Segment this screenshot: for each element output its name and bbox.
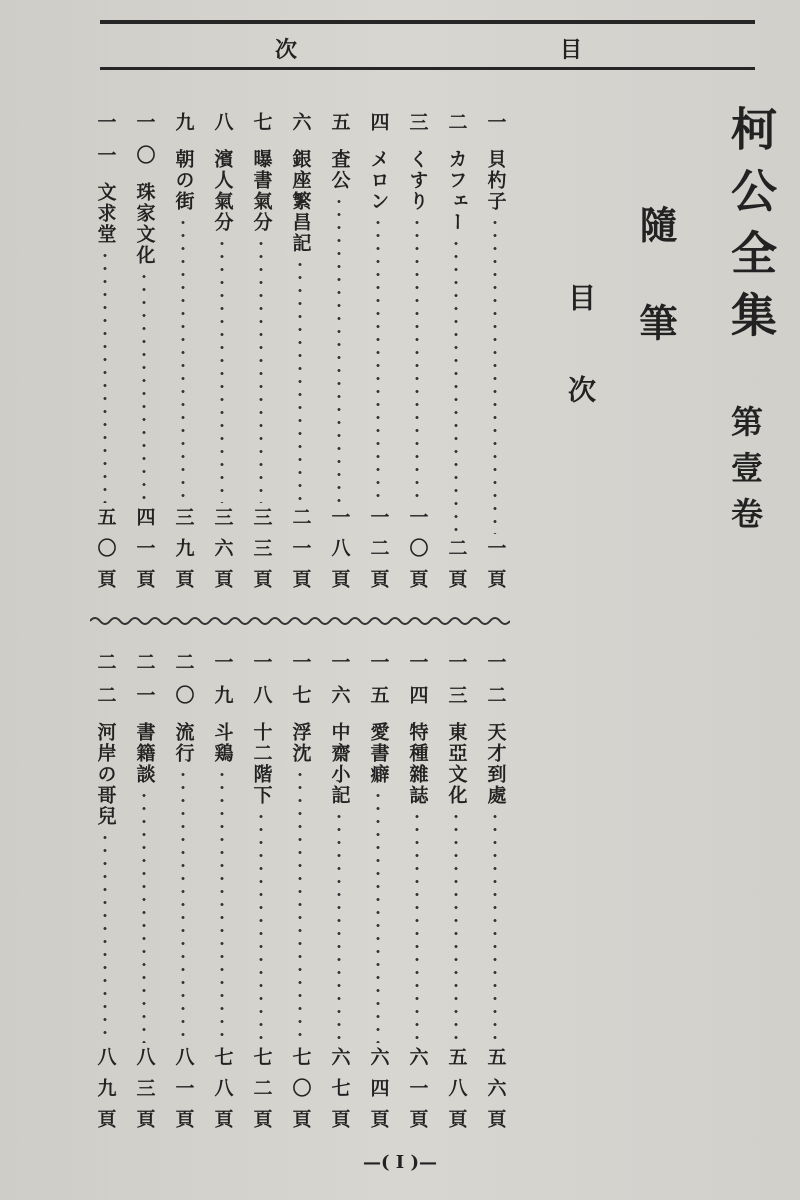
entry-title: 十二階下 xyxy=(250,722,273,806)
leader-dots xyxy=(181,216,185,503)
entry-number: 一七 xyxy=(289,652,312,718)
entry-title: 貝杓子 xyxy=(484,149,507,212)
toc-entry xyxy=(90,112,120,600)
page-number: —( I )— xyxy=(363,1152,437,1173)
toc-entry xyxy=(402,112,432,600)
entry-page: 六七頁 xyxy=(328,1047,351,1140)
leader-dots xyxy=(142,789,146,1043)
entry-number: 三 xyxy=(406,112,429,145)
entry-title: 文求堂 xyxy=(94,182,117,245)
entry-page: 一頁 xyxy=(484,538,507,600)
entry-number: 五 xyxy=(328,112,351,145)
entry-number: 一 xyxy=(484,112,507,145)
toc-entry xyxy=(363,112,393,600)
toc-entry xyxy=(324,112,354,600)
entry-title: 曝書氣分 xyxy=(250,149,273,233)
toc-entry xyxy=(480,652,510,1140)
contents-label: 目次 xyxy=(564,283,597,467)
leader-dots xyxy=(259,237,263,503)
entry-page: 一八頁 xyxy=(328,507,351,600)
header-bottom-rule xyxy=(100,67,755,70)
entry-title: 河岸の哥兒 xyxy=(94,722,117,827)
entry-number: 九 xyxy=(172,112,195,145)
category-label: 隨筆 xyxy=(633,205,678,401)
entry-number: 一一 xyxy=(94,112,117,178)
leader-dots xyxy=(103,249,107,503)
entry-title: 濱人氣分 xyxy=(211,149,234,233)
toc-entry xyxy=(168,112,198,600)
entry-page: 五八頁 xyxy=(445,1047,468,1140)
toc-entry xyxy=(90,652,120,1140)
toc-entry xyxy=(402,652,432,1140)
header-top-rule xyxy=(100,20,755,24)
entry-title: 斗鶏 xyxy=(211,722,234,764)
entry-number: 八 xyxy=(211,112,234,145)
header-right-char: 目 xyxy=(560,37,583,63)
toc-entry xyxy=(285,112,315,600)
leader-dots xyxy=(181,768,185,1043)
entry-page: 八九頁 xyxy=(94,1047,117,1140)
leader-dots xyxy=(454,237,458,534)
entry-page: 七八頁 xyxy=(211,1047,234,1140)
toc-entry xyxy=(246,652,276,1140)
entry-number: 二二 xyxy=(94,652,117,718)
entry-number: 一六 xyxy=(328,652,351,718)
leader-dots xyxy=(103,831,107,1043)
toc-entry xyxy=(207,112,237,600)
entry-title: くすり xyxy=(406,149,429,212)
entry-number: 二〇 xyxy=(172,652,195,718)
book-title: 柯公全集 xyxy=(724,105,778,353)
entry-title: 書籍談 xyxy=(133,722,156,785)
leader-dots xyxy=(493,810,497,1043)
entry-number: 七 xyxy=(250,112,273,145)
entry-number: 六 xyxy=(289,112,312,145)
entry-title: 愛書癖 xyxy=(367,722,390,785)
entry-title: 東亞文化 xyxy=(445,722,468,806)
leader-dots xyxy=(376,216,380,503)
entry-title: 浮沈 xyxy=(289,722,312,764)
entry-number: 二 xyxy=(445,112,468,145)
entry-title: カフェー xyxy=(445,149,468,233)
entry-page: 一〇頁 xyxy=(406,507,429,600)
entry-number: 一二 xyxy=(484,652,507,718)
leader-dots xyxy=(493,216,497,534)
entry-number: 四 xyxy=(367,112,390,145)
leader-dots xyxy=(454,810,458,1043)
entry-page: 三九頁 xyxy=(172,507,195,600)
entry-title: 特種雜誌 xyxy=(406,722,429,806)
section-divider xyxy=(90,614,510,628)
toc-entry xyxy=(441,112,471,600)
entry-page: 八一頁 xyxy=(172,1047,195,1140)
entry-title: 朝の街 xyxy=(172,149,195,212)
entry-page: 八三頁 xyxy=(133,1047,156,1140)
toc-entry xyxy=(324,652,354,1140)
entry-page: 五六頁 xyxy=(484,1047,507,1140)
entry-number: 一八 xyxy=(250,652,273,718)
entry-page: 六一頁 xyxy=(406,1047,429,1140)
entry-number: 一四 xyxy=(406,652,429,718)
entry-title: メロン xyxy=(367,149,390,212)
header-left-char: 次 xyxy=(275,37,298,63)
entry-number: 一五 xyxy=(367,652,390,718)
toc-entry xyxy=(363,652,393,1140)
leader-dots xyxy=(415,810,419,1043)
toc-entry xyxy=(168,652,198,1140)
entry-title: 珠家文化 xyxy=(133,182,156,266)
entry-page: 六四頁 xyxy=(367,1047,390,1140)
entry-page: 三三頁 xyxy=(250,507,273,600)
entry-title: 査公 xyxy=(328,149,351,191)
entry-title: 銀座繁昌記 xyxy=(289,149,312,254)
leader-dots xyxy=(220,237,224,503)
entry-number: 二一 xyxy=(133,652,156,718)
toc-entry xyxy=(246,112,276,600)
entry-number: 一三 xyxy=(445,652,468,718)
volume-label: 第壹卷 xyxy=(726,405,764,543)
leader-dots xyxy=(298,768,302,1043)
leader-dots xyxy=(259,810,263,1043)
leader-dots xyxy=(142,270,146,503)
entry-page: 二一頁 xyxy=(289,507,312,600)
toc-entry xyxy=(441,652,471,1140)
entry-page: 五〇頁 xyxy=(94,507,117,600)
leader-dots xyxy=(298,258,302,503)
entry-title: 天才到處 xyxy=(484,722,507,806)
entry-page: 七〇頁 xyxy=(289,1047,312,1140)
leader-dots xyxy=(337,810,341,1043)
leader-dots xyxy=(220,768,224,1043)
entry-page: 四一頁 xyxy=(133,507,156,600)
toc-entry xyxy=(207,652,237,1140)
entry-page: 二頁 xyxy=(445,538,468,600)
entry-number: 一九 xyxy=(211,652,234,718)
entry-number: 一〇 xyxy=(133,112,156,178)
toc-entry xyxy=(480,112,510,600)
entry-page: 三六頁 xyxy=(211,507,234,600)
entry-page: 七二頁 xyxy=(250,1047,273,1140)
entry-title: 中齋小記 xyxy=(328,722,351,806)
toc-entry xyxy=(129,652,159,1140)
entry-page: 一二頁 xyxy=(367,507,390,600)
entry-title: 流行 xyxy=(172,722,195,764)
leader-dots xyxy=(337,195,341,503)
leader-dots xyxy=(415,216,419,503)
toc-entry xyxy=(285,652,315,1140)
toc-entry xyxy=(129,112,159,600)
leader-dots xyxy=(376,789,380,1043)
